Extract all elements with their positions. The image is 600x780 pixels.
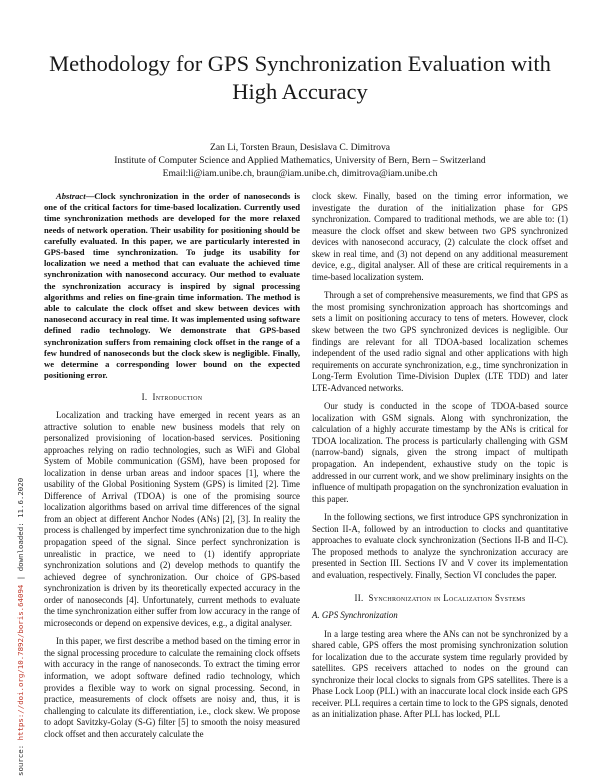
source-doi-link[interactable]: https://doi.org/10.7892/boris.64094 [16, 584, 25, 741]
email-line: Email:li@iam.unibe.ch, braun@iam.unibe.ch, dimitrova@iam.unibe.ch [162, 168, 438, 179]
sidebar-separator: | [16, 575, 25, 581]
subsection-heading-gps: A. GPS Synchronization [312, 610, 398, 621]
download-date: downloaded: 11.6.2020 [16, 477, 25, 572]
abstract-text: —Clock synchronization in the order of nanoseconds is one of the critical factors for time-based localization. Currently used time synchronization methods are developed for the more relaxed needs of network operation. Their usability for positioning should be carefully evaluated. In this paper, we are particularly interested in GPS-based time synchronization. To judge its usability for localization we need a method that can evaluate the achieved time synchronization with nanosecond accuracy. Our method to evaluate the synchronization accuracy is inspired by signal processing algorithms and relies on fine-grain time information. The method is able to calculate the clock offset and skew between devices with nanosecond accuracy in real time. It was implemented using software defined radio technology. We demonstrate that GPS-based synchronization suffers from remaining clock offset in the range of a few hundred of nanoseconds but the clock skew is negligible. Finally, we determine a corresponding lower bound on the expected positioning error. [44, 191, 300, 381]
right-column [312, 191, 568, 721]
paragraph: Through a set of comprehensive measurements, we find that GPS as the most promising synchronization approach has shortcomings and sets a limit on positioning accuracy to tens of meters. However, clock skew between the two GPS synchronized devices is negligible. Our findings are relevant for all TDOA-based localization schemes independent of the used radio signal and other applications with high requirements on accurate synchronization, e.g., time synchronization in Long-Term Evolution Time-Division Duplex (LTE TDD) and later LTE-Advanced networks. [312, 290, 568, 393]
abstract [44, 191, 300, 381]
paragraph: In this paper, we first describe a method based on the timing error in the signal processing procedure to calculate the remaining clock offsets with accuracy in the range of nanoseconds. To extract the timing error information, we adopt software defined radio technology, which provides a flexible way to work on signal processing. Second, in practice, measurements of clock offsets are noisy and, thus, it is challenging to calculate its differentiation, i.e., clock skew. We propose to adopt Savitzky-Golay (S-G) filter [5] to smooth the noisy measured clock offset and then accurately calculate the [44, 636, 300, 739]
paragraph: clock skew. Finally, based on the timing error information, we investigate the duration of the initialization phase for GPS synchronization. Compared to traditional methods, we are able to: (1) measure the clock offset and skew between two GPS synchronized devices with nanosecond accuracy, (2) calculate the clock offset and skew in real time, and (3) not depend on any additional measurement device, e.g., digital analyser. All of these are critical requirements in a time-based localization system. [312, 191, 568, 282]
section-heading-synchronization: II. Synchronization in Localization Systems [354, 592, 526, 603]
paper-title: Methodology for GPS Synchronization Evaluation with High Accuracy [49, 51, 551, 104]
abstract-lead: Abstract [56, 191, 86, 201]
section-heading-introduction: I. Introduction [141, 392, 203, 403]
source-label: source: [16, 744, 25, 776]
left-column [44, 191, 300, 740]
paragraph: Localization and tracking have emerged in recent years as an attractive solution to enable new business models that rely on personalized provisioning of location-based services. Positioning approaches relying on radio technologies, such as WiFi and Global System of Mobile communication (GSM), have been proposed for localization in dense urban areas and indoor spaces [1], where the usability of the Global Positioning System (GPS) is limited [2]. Time Difference of Arrival (TDOA) is one of the promising source localization algorithms based on arrival time differences of the signal from an object at different Anchor Nodes (ANs) [2], [3]. In reality the process is challenged by imperfect time synchronization due to the high propagation speed of the signal. Since perfect synchronization is unrealistic in practice, we need to (1) identify appropriate synchronization solutions and (2) develop methods to quantify the achieved degree of synchronization. Our choice of GPS-based synchronization is driven by its theoretically expected accuracy in the order of nanoseconds [4]. Unfortunately, current methods to evaluate the time synchronization either suffer from low accuracy in the range of microseconds or depend on expensive devices, e.g., a digital analyser. [44, 410, 300, 628]
source-sidebar [6, 340, 25, 780]
paragraph: In the following sections, we first introduce GPS synchronization in Section II-A, followed by an introduction to clocks and quantitative approaches to evaluate clock synchronization (Sections II-B and II-C). The proposed methods to analyze the synchronization accuracy are presented in Section III. Sections IV and V cover its implementation and evaluation, respectively. Finally, Section VI concludes the paper. [312, 512, 568, 580]
affiliation: Institute of Computer Science and Applied Mathematics, University of Bern, Bern – Switzerland [114, 155, 486, 166]
authors: Zan Li, Torsten Braun, Desislava C. Dimitrova [209, 142, 391, 153]
paragraph: In a large testing area where the ANs can not be synchronized by a shared cable, GPS offers the most promising synchronization solution for localization due to the accurate system time regularly provided by satellites. GPS receivers attached to nodes on the ground can synchronize their local clocks to signals from GPS satellites. There is a Phase Lock Loop (PLL) with an inaccurate local clock inside each GPS receiver. PLL requires a certain time to lock to the GPS signals, denoted as an initialization phase. After PLL has locked, PLL [312, 628, 568, 720]
paragraph: Our study is conducted in the scope of TDOA-based source localization with GSM signals. Along with synchronization, the calculation of a highly accurate timestamp by the ANs is critical for TDOA localization. The process is particularly challenging with GSM (narrow-band) signals, given the strong impact of multipath propagation. An independent, exhaustive study on the topic is addressed in our current work, and we show preliminary insights on the influence of multipath propagation on the synchronization evaluation in this paper. [312, 401, 568, 504]
